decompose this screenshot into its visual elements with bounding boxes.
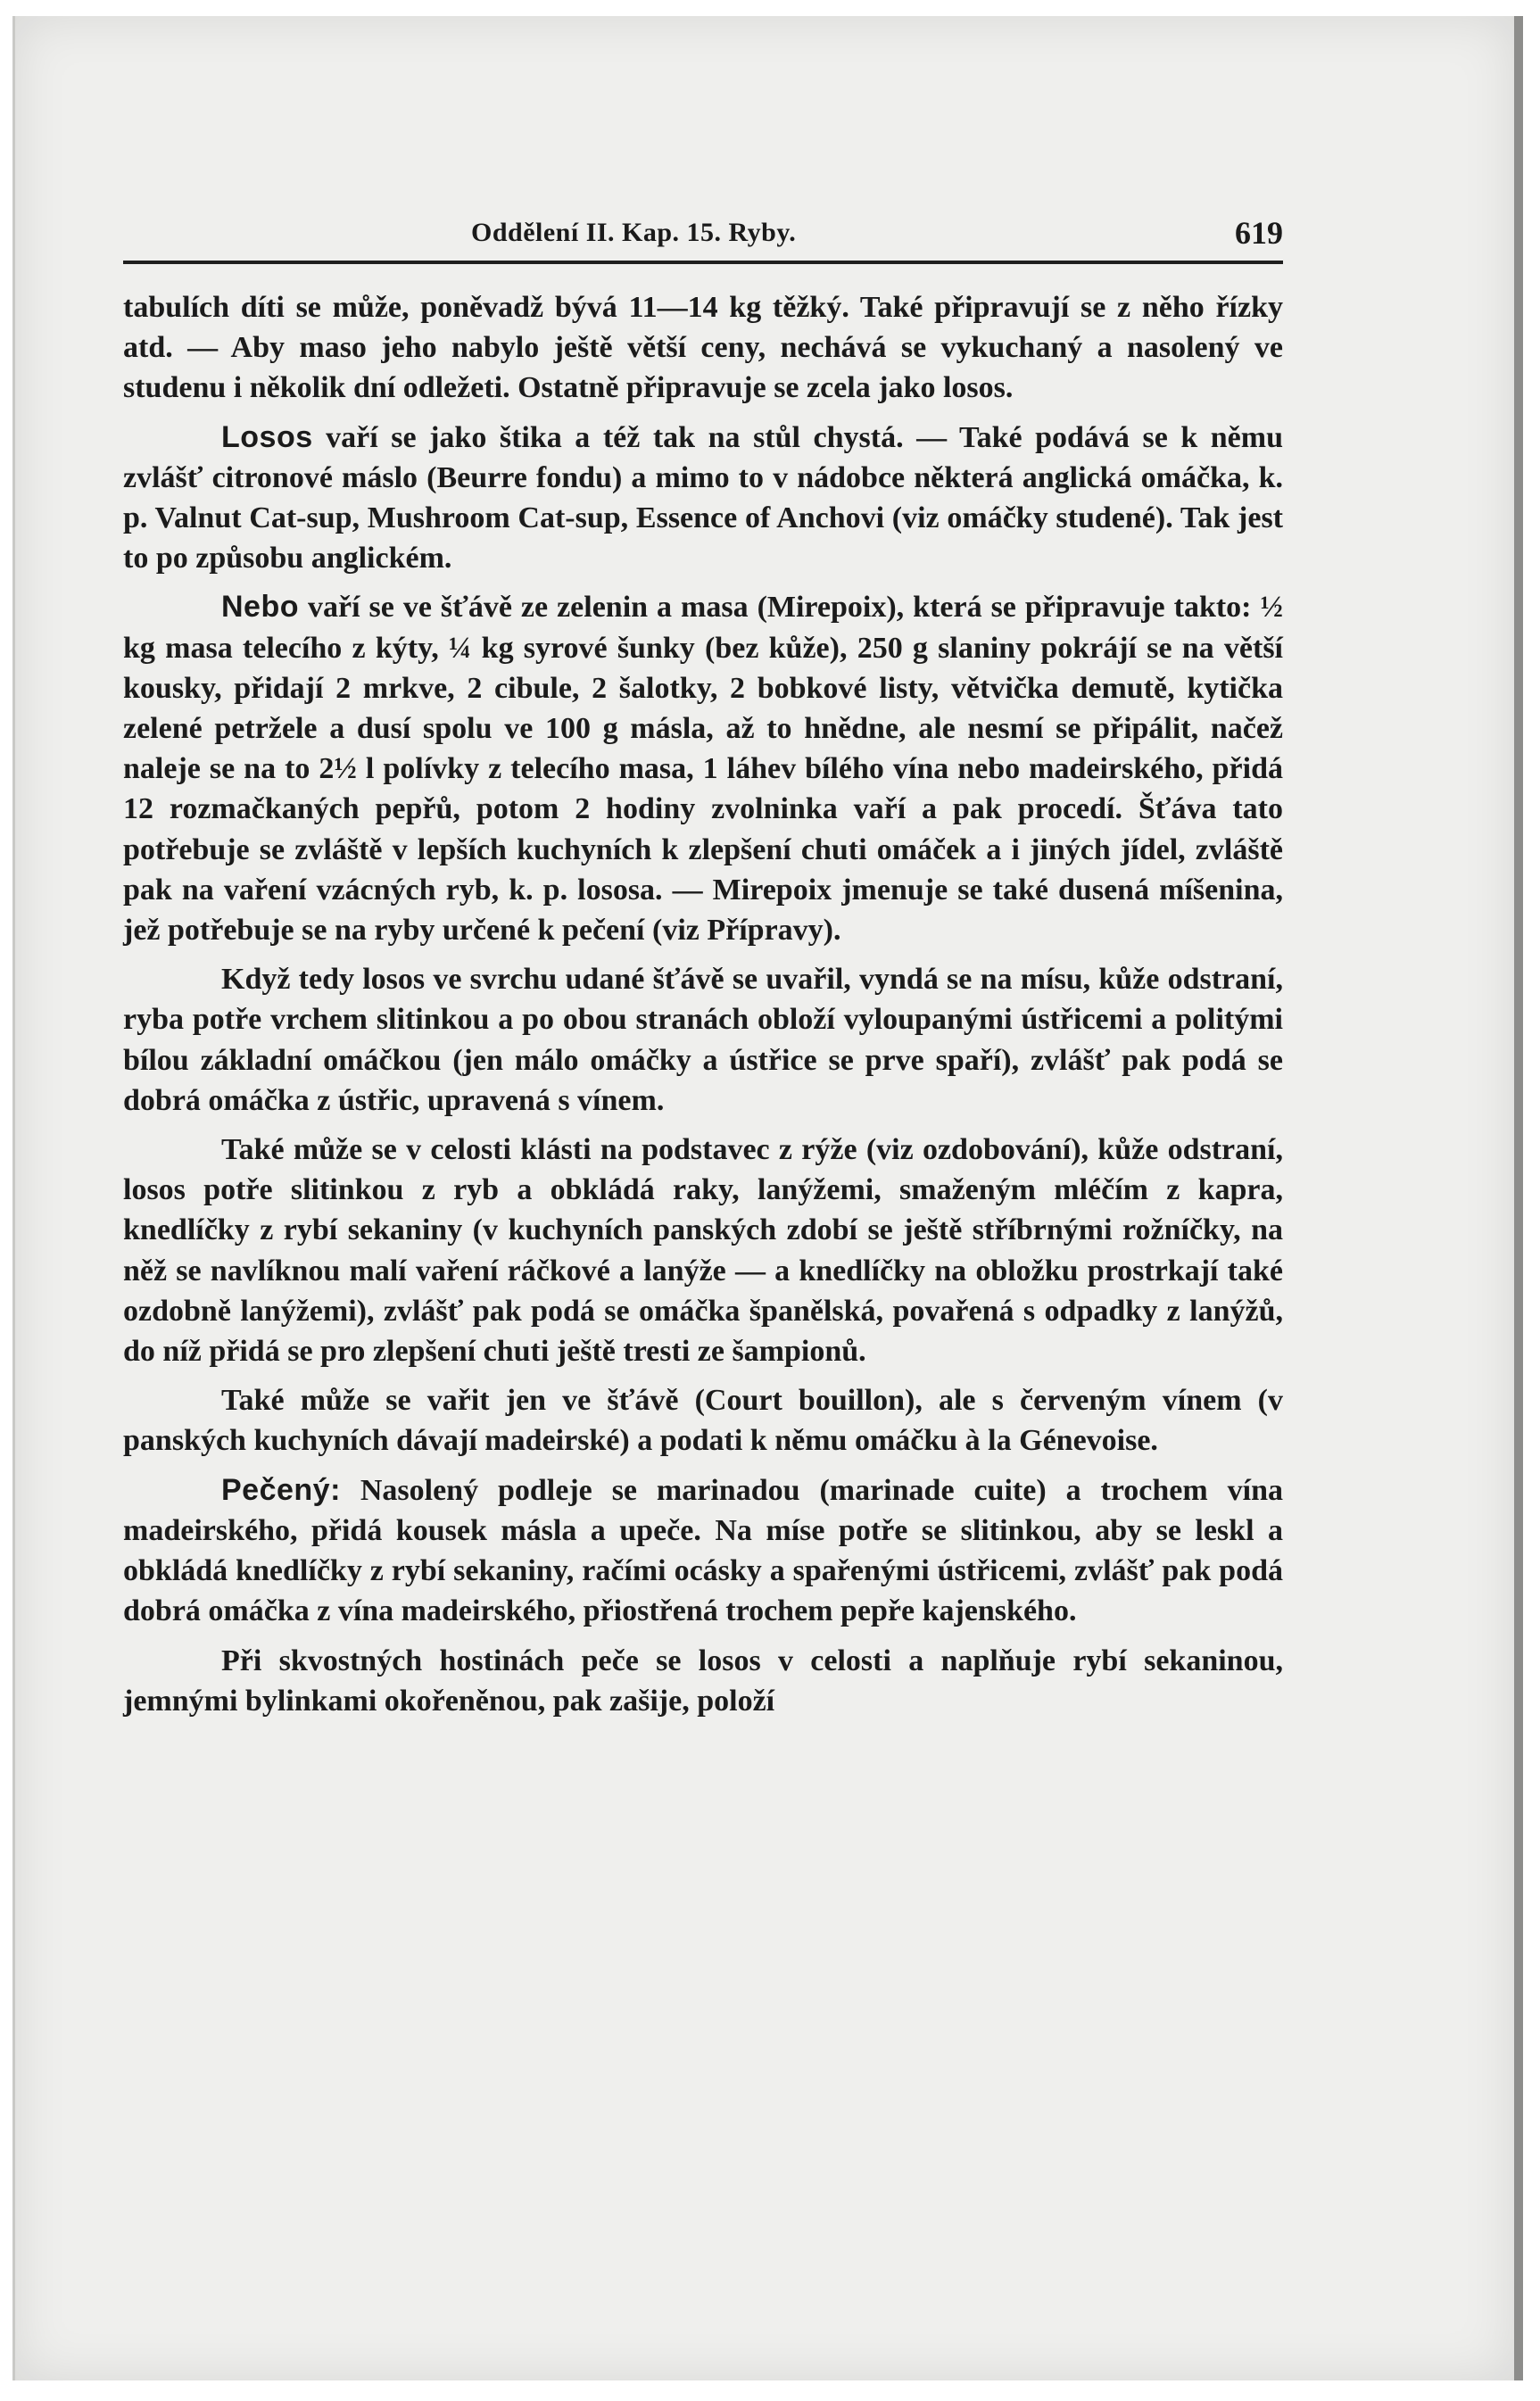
paragraph-text: Také může se vařit jen ve šťávě (Court bouillon), ale s červeným vínem (v panských kuchyních dávají madeirské) a podati k němu omáčku à la Génevoise. xyxy=(123,1384,1283,1458)
paragraph xyxy=(123,1470,1283,1632)
paragraph-lead: Nebo xyxy=(221,590,299,625)
paragraph-text: vaří se jako štika a též tak na stůl chystá. — Také podává se k němu zvlášť citronové máslo (Beurre fondu) a mimo to v nádobce některá anglická omáčka, k. p. Valnut Cat-sup, Mushroom Cat-sup, Essence of Anchovi (viz omáčky studené). Tak jest to po způsobu anglickém. xyxy=(123,420,1283,575)
paragraph xyxy=(123,1130,1283,1371)
paragraph-lead: Losos xyxy=(221,419,313,454)
page-header xyxy=(123,214,1283,261)
paragraph xyxy=(123,1380,1283,1461)
text-body xyxy=(123,287,1283,1721)
paragraph-text: Když tedy losos ve svrchu udané šťávě se uvařil, vyndá se na mísu, kůže odstraní, ryba potře vrchem slitinkou a po obou stranách obloží vyloupanými ústřicemi a politými bílou základní omáčkou (jen málo omáčky a ústřice se prve spaří), zvlášť pak podá se dobrá omáčka z ústřic, upravená s vínem. xyxy=(123,963,1283,1117)
paragraph-text: vaří se ve šťávě ze zelenin a masa (Mirepoix), která se připravuje takto: ½ kg masa telecího z kýty, ¼ kg syrové šunky (bez kůže), 250 g slaniny pokrájí se na větší kousky, přidají 2 mrkve, 2 cibule, 2 šalotky, 2 bobkové listy, větvička demutě, kytička zelené petržele a dusí spolu ve 100 g másla, až to hnědne, ale nesmí se připálit, načež naleje se na to 2½ l polívky z telecího masa, 1 láhev bílého vína nebo madeirského, přidá 12 rozmačkaných pepřů, potom 2 hodiny zvolninka vaří a pak procedí. Šťáva tato potřebuje se zvláště v lepších kuchyních k zlepšení chuti omáček a i jiných jídel, zvláště pak na vaření vzácných ryb, k. p. lososa. — Mirepoix jmenuje se také dusená míšenina, jež potřebuje se na ryby určené k pečení (viz Přípravy). xyxy=(123,591,1283,948)
paragraph-lead: Pečený: xyxy=(221,1472,341,1507)
paragraph xyxy=(123,959,1283,1121)
header-rule xyxy=(123,261,1283,264)
paragraph-text: Nasolený podleje se marinadou (marinade cuite) a trochem vína madeirského, přidá kousek másla a upeče. Na míse potře se slitinkou, aby se leskl a obkládá knedlíčky z rybí sekaniny, račími ocásky a spařenými ústřicemi, zvlášť pak podá dobrá omáčka z vína madeirského, přiostřená trochem pepře kajenského. xyxy=(123,1473,1283,1628)
paragraph xyxy=(123,1641,1283,1721)
page-number: 619 xyxy=(1235,215,1283,251)
paragraph-text: tabulích díti se může, poněvadž bývá 11—14 kg těžký. Také připravují se z něho řízky atd. — Aby maso jeho nabylo ještě větší ceny, nechává se vykuchaný a nasolený ve studenu i několik dní odležeti. Ostatně připravuje se zcela jako losos. xyxy=(123,291,1283,405)
paragraph-text: Také může se v celosti klásti na podstavec z rýže (viz ozdobování), kůže odstraní, losos potře slitinkou z ryb a obkládá raky, lanýžemi, smaženým mléčím z kapra, knedlíčky z rybí sekaniny (v kuchyních panských zdobí se ještě stříbrnými rožníčky, na něž se navlíknou malí vaření ráčkové a lanýže — a knedlíčky na obložku prostrkají také ozdobně lanýžemi), zvlášť pak podá se omáčka španělská, povařená s odpadky z lanýžů, do níž přidá se pro zlepšení chuti ještě tresti ze šampionů. xyxy=(123,1133,1283,1369)
paragraph-text: Při skvostných hostinách peče se losos v celosti a naplňuje rybí sekaninou, jemnými bylinkami okořeněnou, pak zašije, položí xyxy=(123,1643,1283,1718)
running-title: Oddělení II. Kap. 15. Ryby. xyxy=(471,218,797,247)
paragraph xyxy=(123,587,1283,950)
paragraph xyxy=(123,418,1283,579)
paragraph xyxy=(123,287,1283,409)
